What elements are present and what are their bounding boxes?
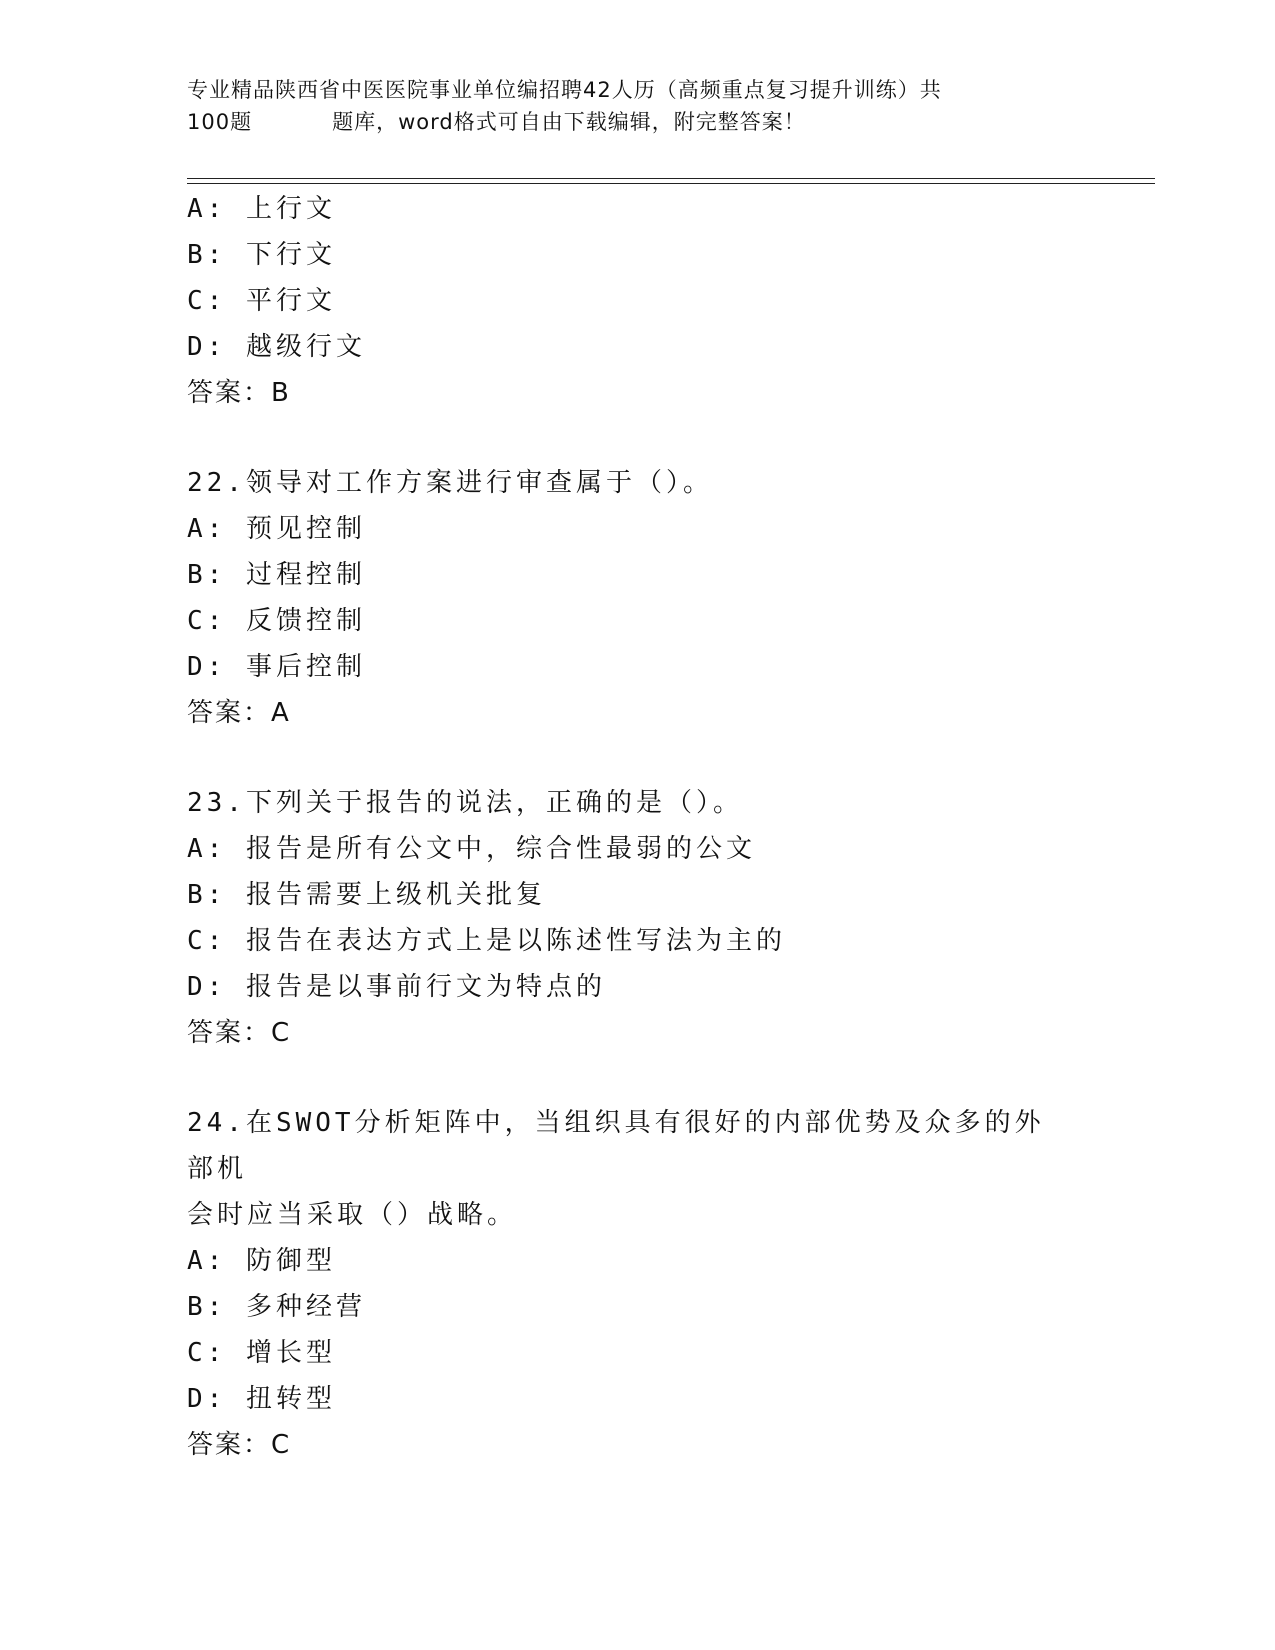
question-list bbox=[187, 186, 1155, 1468]
question-block-22 bbox=[187, 460, 1155, 736]
answer-line: 答案：C bbox=[187, 1018, 292, 1048]
option-d: D: 事后控制 bbox=[187, 652, 366, 682]
option-b: B: 过程控制 bbox=[187, 560, 366, 590]
header-divider-bottom bbox=[187, 183, 1155, 184]
option-a: A: 上行文 bbox=[187, 194, 336, 224]
answer-line: 答案：A bbox=[187, 698, 291, 728]
option-b: B: 下行文 bbox=[187, 240, 336, 270]
option-c: C: 平行文 bbox=[187, 286, 336, 316]
option-c: C: 反馈控制 bbox=[187, 606, 366, 636]
option-b: B: 多种经营 bbox=[187, 1292, 366, 1322]
option-a: A: 报告是所有公文中，综合性最弱的公文 bbox=[187, 834, 756, 864]
option-d: D: 报告是以事前行文为特点的 bbox=[187, 972, 606, 1002]
option-c: C: 增长型 bbox=[187, 1338, 336, 1368]
question-stem-line-1: 24.在SWOT分析矩阵中，当组织具有很好的内部优势及众多的外部机 bbox=[187, 1108, 1045, 1184]
question-block-21 bbox=[187, 186, 1155, 416]
document-header bbox=[187, 74, 1087, 138]
option-b: B: 报告需要上级机关批复 bbox=[187, 880, 546, 910]
option-a: A: 预见控制 bbox=[187, 514, 366, 544]
answer-line: 答案：B bbox=[187, 378, 291, 408]
header-description: 题库，word格式可自由下载编辑，附完整答案！ bbox=[332, 110, 806, 134]
question-stem-line-2: 会时应当采取（）战略。 bbox=[187, 1200, 518, 1230]
question-block-23 bbox=[187, 780, 1155, 1056]
option-d: D: 越级行文 bbox=[187, 332, 366, 362]
question-stem: 22.领导对工作方案进行审查属于（）。 bbox=[187, 468, 713, 498]
header-line-1: 专业精品陕西省中医医院事业单位编招聘42人历（高频重点复习提升训练）共 bbox=[187, 78, 942, 102]
answer-line: 答案：C bbox=[187, 1430, 292, 1460]
question-block-24 bbox=[187, 1100, 1155, 1468]
option-d: D: 扭转型 bbox=[187, 1384, 336, 1414]
question-stem: 23.下列关于报告的说法，正确的是（）。 bbox=[187, 788, 743, 818]
option-a: A: 防御型 bbox=[187, 1246, 336, 1276]
option-c: C: 报告在表达方式上是以陈述性写法为主的 bbox=[187, 926, 786, 956]
header-question-count: 100题 bbox=[187, 110, 253, 134]
header-divider-top bbox=[187, 178, 1155, 179]
header-line-2 bbox=[187, 106, 1087, 138]
